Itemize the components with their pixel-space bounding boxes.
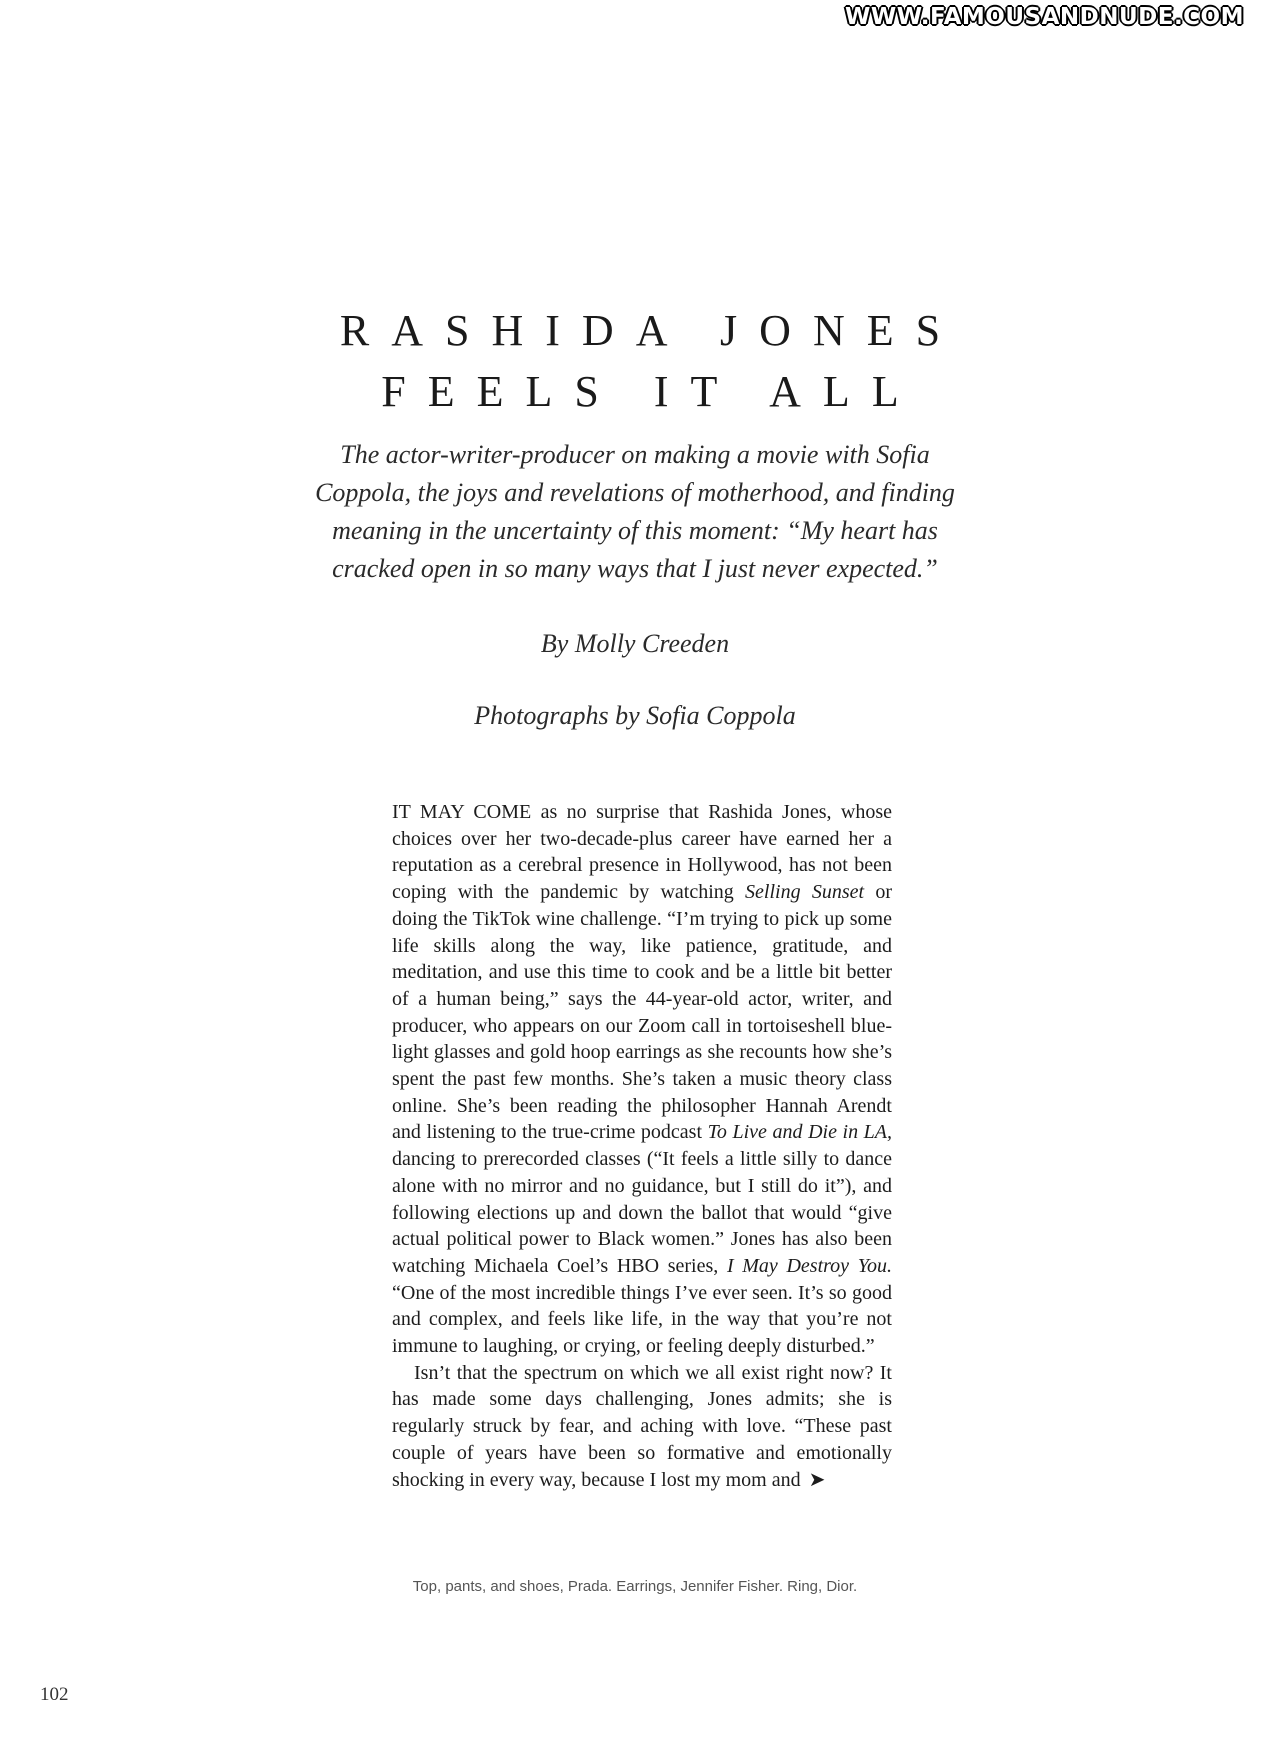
fashion-credits-caption: Top, pants, and shoes, Prada. Earrings, Jennifer Fisher. Ring, Dior. bbox=[412, 1578, 858, 1595]
headline-line-2: FEELS IT ALL bbox=[381, 367, 921, 416]
headline-line-1: RASHIDA JONES bbox=[339, 306, 963, 355]
series-title: I May Destroy You. bbox=[726, 1254, 893, 1277]
lead-in: IT MAY COME bbox=[392, 801, 532, 823]
show-title: Selling Sunset bbox=[745, 881, 865, 904]
continue-arrow-icon: ➤ bbox=[808, 1468, 826, 1491]
page-number: 102 bbox=[40, 1684, 69, 1705]
article-dek: The actor-writer-producer on making a movie with Sofia Coppola, the joys and revelations of motherhood, and finding meaning in the uncertainty of this moment: “My heart has cracked open in so many ways that I just never expected.” bbox=[315, 440, 955, 583]
body-paragraph-2 bbox=[392, 1360, 892, 1494]
watermark: WWW.FAMOUSANDNUDE.COM bbox=[845, 4, 1244, 30]
body-text-run: Isn’t that the spectrum on which we all exist right now? It has made some days challenging, Jones admits; she is regularly struck by fear, and aching with love. “These past couple of years have been so formative and emotionally shocking in every way, because I lost my mom and bbox=[392, 1361, 892, 1491]
byline: By Molly Creeden bbox=[540, 629, 730, 658]
body-text-run: or doing the TikTok wine challenge. “I’m trying to pick up some life skills along the way, like patience, gratitude, and meditation, and use this time to cook and be a little bit better of a human being,” says the 44-year-old actor, writer, and producer, who appears on our Zoom call in tortoiseshell blue-light glasses and gold hoop earrings as she recounts how she’s spent the past few months. She’s taken a music theory class online. She’s been reading the philosopher Hannah Arendt and listening to the true-crime podcast bbox=[392, 881, 892, 1144]
body-paragraph-1 bbox=[392, 799, 892, 1360]
photo-credit: Photographs by Sofia Coppola bbox=[474, 701, 796, 730]
body-text-run: dancing to prerecorded classes (“It feels a little silly to dance alone with no mirror and no guidance, but I still do it”), and following elections up and down the ballot that would “give actual political power to Black women.” Jones has also been watching Michaela Coel’s HBO series, bbox=[392, 1148, 892, 1277]
headline bbox=[0, 300, 1280, 422]
article-body bbox=[392, 799, 892, 1493]
body-text-run: as no surprise that Rashida Jones, whose choices over her two-decade-plus career have earned her a reputation as a cerebral presence in Hollywood, has not been coping with the pandemic by watching bbox=[392, 801, 892, 904]
body-text-run: “One of the most incredible things I’ve ever seen. It’s so good and complex, and feels like life, in the way that you’re not immune to laughing, or crying, or feeling deeply disturbed.” bbox=[392, 1281, 892, 1358]
podcast-title: To Live and Die in LA, bbox=[707, 1121, 892, 1144]
